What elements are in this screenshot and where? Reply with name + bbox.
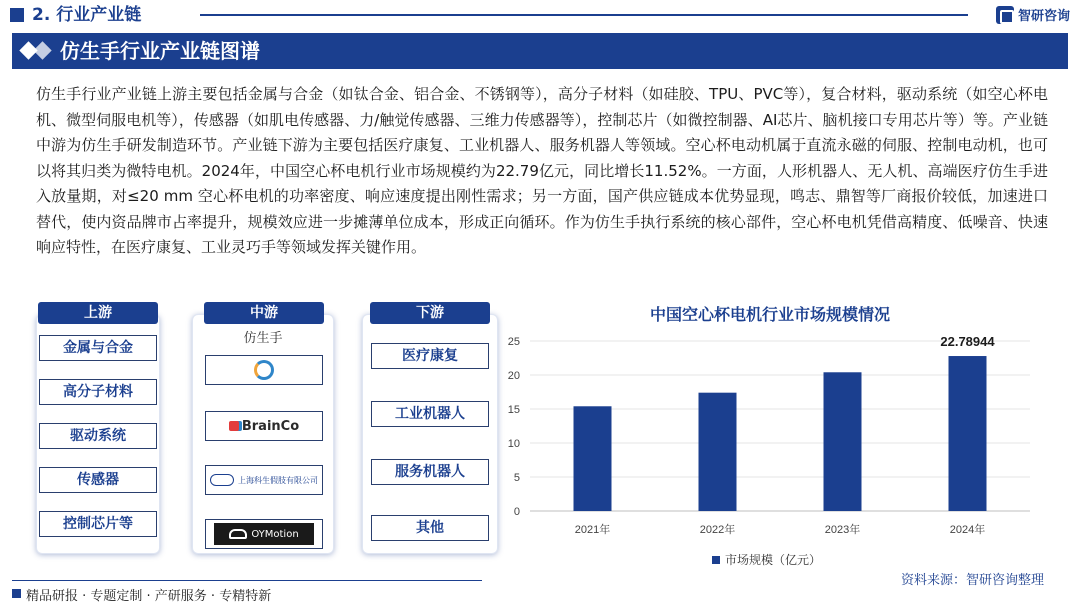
company-logo [205,519,323,549]
downstream-item: 工业机器人 [371,401,489,427]
upstream-item: 传感器 [39,467,157,493]
brand-name: 智研咨询 [1017,9,1070,24]
y-tick-label: 15 [507,404,520,416]
midstream-header: 中游 [204,302,324,324]
footer-services: 精品研报 · 专题定制 · 产研服务 · 专精特新 [26,589,272,604]
chart-legend [712,551,821,568]
downstream-item: 其他 [371,515,489,541]
title-banner [12,33,1068,69]
description-paragraph: 仿生手行业产业链上游主要包括金属与合金（如钛合金、铝合金、不锈钢等），高分子材料（如硅胶、TPU、PVC等），复合材料，驱动系统（如空心杯电机、微型伺服电机等），传感器（如肌电传感器、力/触觉传感器、三维力传感器等），控制芯片（如微控制器、AI芯片、脑机接口专用芯片等）等。产业链中游为仿生手研发制造环节。产业链下游为主要包括医疗康复、工业机器人、服务机器人等领域。空心杯电动机属于直流永磁的伺服、控制电动机，也可以将其归类为微特电机。2024年，中国空心杯电机行业市场规模约为22.79亿元，同比增长11.52%。一方面，人形机器人、无人机、高端医疗仿生手进入放量期，对≤20 mm 空心杯电机的功率密度、响应速度提出刚性需求；另一方面，国产供应链成本优势显现，鸣志、鼎智等厂商报价较低，加速进口替代，使内资品牌市占率提升，规模效应进一步摊薄单位成本，形成正向循环。作为仿生手执行系统的核心部件，空心杯电机凭借高精度、低噪音、快速响应特性，在医疗康复、工业灵巧手等领域发挥关键作用。 [36,85,1048,256]
bar [949,356,987,511]
upstream-panel [36,314,160,554]
company-logo [205,355,323,385]
legend-swatch [712,556,720,564]
upstream-item: 金属与合金 [39,335,157,361]
bar [699,393,737,511]
x-tick-label: 2023年 [824,524,861,536]
bar [574,406,612,511]
header-divider [200,14,968,16]
downstream-item: 服务机器人 [371,459,489,485]
y-tick-label: 5 [513,472,520,484]
brainco-logo-icon: BrainCo [229,419,299,434]
company-logo [205,465,323,495]
y-tick-label: 0 [513,506,520,518]
upstream-item: 驱动系统 [39,423,157,449]
brand-logo-icon [996,6,1014,24]
diamond-icon [33,41,51,59]
downstream-item: 医疗康复 [371,343,489,369]
chart-title: 中国空心杯电机行业市场规模情况 [649,305,890,324]
page-title: 仿生手行业产业链图谱 [60,39,260,63]
oh-logo-icon: 上海科生假肢有限公司 [210,474,318,486]
midstream-label: 仿生手 [243,331,283,346]
midstream-panel [192,314,334,554]
upstream-header: 上游 [38,302,158,324]
y-tick-label: 25 [507,336,520,348]
section-marker [10,8,24,22]
company-logo [205,411,323,441]
brand-logo [996,5,1070,24]
footer-divider [12,580,482,581]
downstream-header: 下游 [370,302,490,324]
bar [824,372,862,511]
stylized-circle-logo-icon [254,360,274,380]
y-tick-label: 10 [507,438,520,450]
data-source: 资料来源：智研咨询整理 [900,573,1044,588]
footer-marker [12,589,21,598]
bar-chart [470,326,1050,546]
upstream-item: 高分子材料 [39,379,157,405]
upstream-item: 控制芯片等 [39,511,157,537]
x-tick-label: 2022年 [699,524,736,536]
x-tick-label: 2024年 [949,524,986,536]
section-title: 2. 行业产业链 [32,5,142,25]
x-tick-label: 2021年 [574,524,611,536]
top-bar [0,0,1080,30]
y-tick-label: 20 [507,370,520,382]
data-label: 22.78944 [940,334,995,350]
oymotion-logo-icon: OYMotion [214,523,314,545]
legend-label: 市场规模（亿元） [725,553,822,567]
